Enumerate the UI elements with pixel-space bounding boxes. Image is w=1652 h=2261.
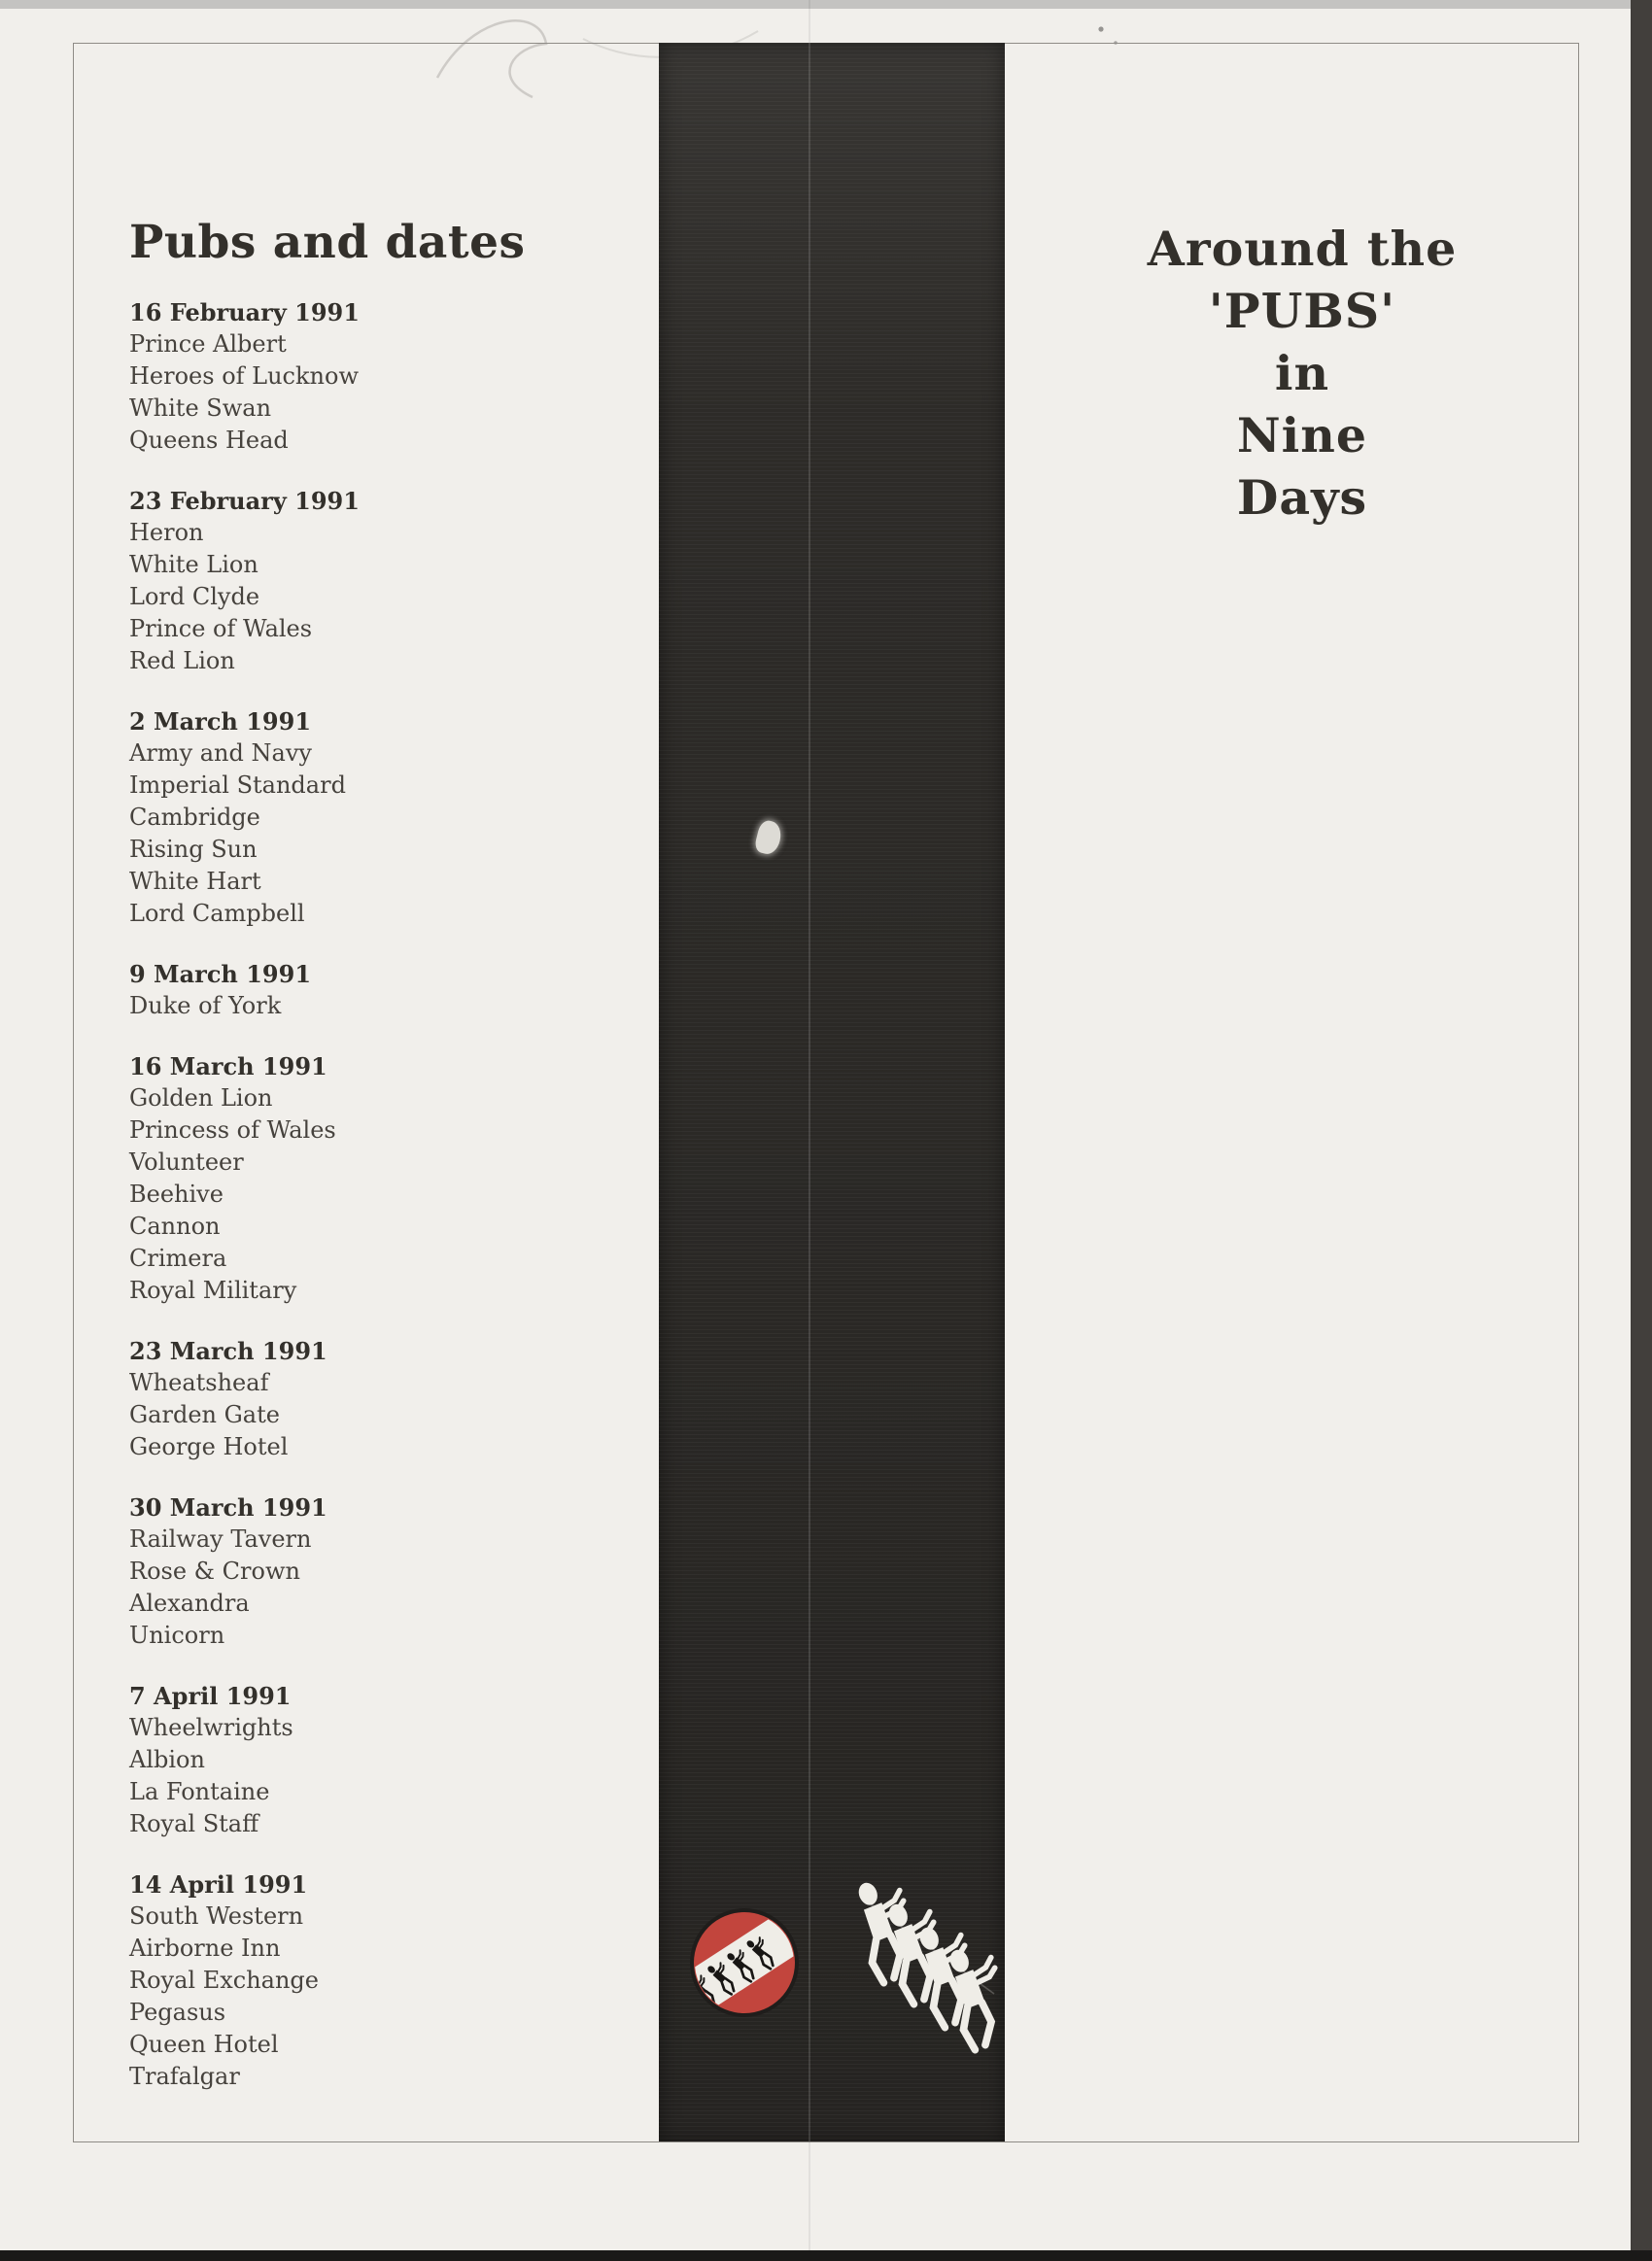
pub-name: Rising Sun — [129, 836, 258, 863]
right-title-line: Nine — [1236, 407, 1368, 463]
schedule-block — [129, 296, 635, 457]
pub-name: Wheatsheaf — [129, 1369, 269, 1396]
right-title-line: Around the — [1147, 221, 1458, 277]
schedule-block — [129, 1680, 635, 1840]
date-heading: 7 April 1991 — [129, 1682, 292, 1710]
pub-name: Crimera — [129, 1245, 227, 1272]
page-title: Pubs and dates — [129, 216, 526, 269]
pub-name: White Swan — [129, 394, 272, 422]
date-heading: 23 March 1991 — [129, 1337, 327, 1365]
pub-name: Golden Lion — [129, 1084, 273, 1112]
pub-name: Army and Navy — [129, 739, 312, 767]
pub-name: Airborne Inn — [129, 1935, 281, 1962]
center-black-stripe — [659, 43, 1005, 2141]
fold-crease-line — [809, 0, 810, 43]
pub-name: Imperial Standard — [129, 771, 346, 799]
schedule-block — [129, 1491, 635, 1652]
right-title — [1030, 218, 1574, 529]
pub-name: Cambridge — [129, 804, 260, 831]
date-heading: 9 March 1991 — [129, 960, 312, 988]
pub-name: La Fontaine — [129, 1778, 270, 1805]
pub-name: White Hart — [129, 868, 261, 895]
pub-name: Alexandra — [129, 1590, 250, 1617]
schedule-list — [129, 296, 635, 2093]
pub-name: Royal Exchange — [129, 1967, 319, 1994]
pub-name: Lord Campbell — [129, 900, 305, 927]
schedule-block — [129, 485, 635, 677]
schedule-block — [129, 1335, 635, 1463]
pub-name: Garden Gate — [129, 1401, 280, 1428]
pub-name: Albion — [129, 1746, 205, 1773]
pub-name: Rose & Crown — [129, 1558, 300, 1585]
schedule-block — [129, 1868, 635, 2093]
schedule-block — [129, 958, 635, 1022]
left-page-column — [129, 218, 635, 2093]
pub-name: Heroes of Lucknow — [129, 362, 359, 390]
stripe-artwork — [659, 1866, 1005, 2079]
pub-name: Prince of Wales — [129, 615, 313, 642]
pub-name: White Lion — [129, 551, 258, 578]
date-heading: 2 March 1991 — [129, 707, 312, 736]
pub-name: Lord Clyde — [129, 583, 260, 610]
date-heading: 30 March 1991 — [129, 1493, 327, 1522]
pub-name: Pegasus — [129, 1999, 226, 2026]
scan-edge-top — [0, 0, 1652, 9]
pub-name: Queen Hotel — [129, 2031, 279, 2058]
pub-name: Duke of York — [129, 992, 282, 1019]
pub-name: Red Lion — [129, 647, 235, 674]
fold-crease-line — [809, 2141, 810, 2250]
scan-edge-bottom — [0, 2250, 1652, 2261]
pub-name: Unicorn — [129, 1622, 225, 1649]
pub-name: Wheelwrights — [129, 1714, 293, 1741]
pub-name: George Hotel — [129, 1433, 289, 1460]
schedule-block — [129, 1050, 635, 1307]
pub-name: Cannon — [129, 1213, 221, 1240]
no-entry-conga-badge-icon — [669, 1901, 820, 2022]
pub-name: Queens Head — [129, 427, 289, 454]
pub-name: Trafalgar — [129, 2063, 240, 2090]
fold-crease-line — [809, 43, 810, 2141]
date-heading: 14 April 1991 — [129, 1870, 308, 1899]
scan-edge-right — [1631, 0, 1652, 2261]
schedule-block — [129, 705, 635, 930]
right-title-line: 'PUBS' — [1208, 283, 1396, 339]
pub-name: Prince Albert — [129, 330, 287, 358]
conga-line-dancers-icon — [855, 1875, 1005, 2052]
pub-name: South Western — [129, 1902, 304, 1930]
right-title-line: in — [1274, 345, 1330, 401]
pub-name: Heron — [129, 519, 204, 546]
date-heading: 23 February 1991 — [129, 487, 360, 515]
pub-name: Royal Military — [129, 1277, 297, 1304]
date-heading: 16 February 1991 — [129, 298, 360, 326]
pub-name: Beehive — [129, 1181, 224, 1208]
pub-name: Railway Tavern — [129, 1525, 312, 1553]
right-title-line: Days — [1236, 469, 1368, 526]
pub-name: Royal Staff — [129, 1810, 259, 1837]
pub-name: Princess of Wales — [129, 1116, 336, 1144]
date-heading: 16 March 1991 — [129, 1052, 327, 1080]
pub-name: Volunteer — [129, 1148, 244, 1176]
